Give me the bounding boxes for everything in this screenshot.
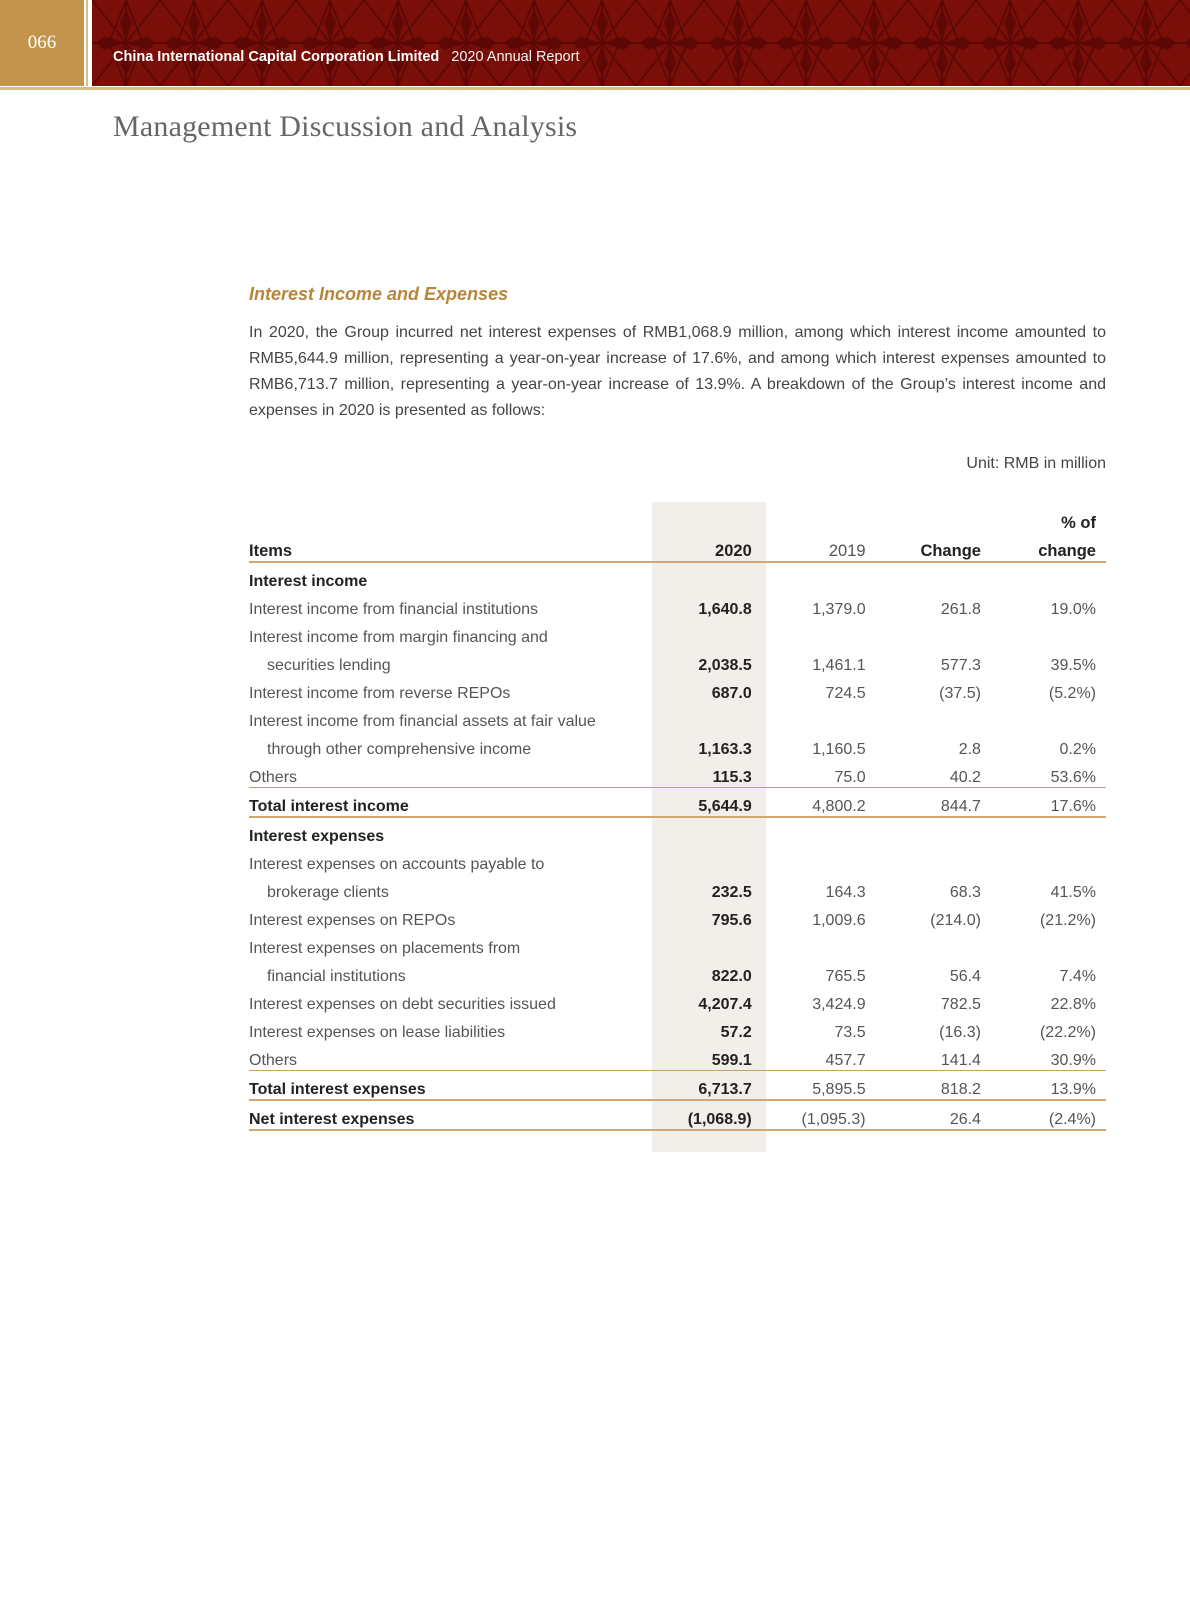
table-row-continued [249, 958, 1106, 986]
value-2020: 687.0 [711, 685, 752, 702]
section-row-expenses [249, 817, 1106, 846]
header-2019: 2019 [762, 533, 878, 562]
value-2020: 1,640.8 [698, 601, 752, 618]
header-pct-bottom: change [993, 533, 1106, 562]
total-label: Total interest expenses [249, 1071, 644, 1101]
table-row-continued [249, 731, 1106, 759]
value-2020: (1,068.9) [644, 1100, 761, 1130]
table-row [249, 846, 1106, 874]
value-change: 782.5 [940, 996, 981, 1013]
value-change: 141.4 [940, 1052, 981, 1069]
table-row [249, 1014, 1106, 1042]
section-label: Interest expenses [249, 828, 385, 845]
header-pct-top: % of [1061, 514, 1096, 532]
table-row [249, 986, 1106, 1014]
row-label: Interest income from financial institutions [249, 601, 539, 618]
row-label: Interest expenses on debt securities issued [249, 996, 556, 1013]
header-change: Change [878, 533, 993, 562]
table-row-continued [249, 647, 1106, 675]
page-title: Management Discussion and Analysis [113, 110, 578, 143]
table-row [249, 619, 1106, 647]
value-change: 56.4 [949, 968, 981, 985]
row-label-continued: financial institutions [267, 968, 406, 985]
value-2020: 822.0 [711, 968, 752, 985]
table-row-continued [249, 874, 1106, 902]
value-pct: 39.5% [1050, 657, 1096, 674]
value-2019: 1,461.1 [812, 657, 866, 674]
value-change: 26.4 [878, 1100, 993, 1130]
value-pct: (5.2%) [1048, 685, 1096, 702]
value-2020: 599.1 [711, 1052, 752, 1069]
row-label-continued: through other comprehensive income [267, 741, 532, 758]
row-label: Others [249, 1052, 298, 1069]
page-number-box [0, 0, 84, 86]
table-row [249, 675, 1106, 703]
asanoha-pattern-icon [92, 0, 1190, 86]
net-label: Net interest expenses [249, 1100, 644, 1130]
value-2020: 6,713.7 [644, 1071, 761, 1101]
table-header-row-top [249, 505, 1106, 533]
value-change: 2.8 [958, 741, 981, 758]
table-row [249, 591, 1106, 619]
value-2019: 765.5 [825, 968, 866, 985]
value-2019: (1,095.3) [762, 1100, 878, 1130]
value-change: (16.3) [939, 1024, 981, 1041]
unit-label: Unit: RMB in million [966, 455, 1106, 472]
value-change: (214.0) [930, 912, 981, 929]
value-2020: 795.6 [711, 912, 752, 929]
value-pct: 13.9% [993, 1071, 1106, 1101]
value-pct: 7.4% [1059, 968, 1096, 985]
total-label: Total interest income [249, 788, 644, 818]
value-pct: (22.2%) [1039, 1024, 1096, 1041]
value-change: 40.2 [949, 769, 981, 786]
page-header [0, 0, 1190, 92]
value-2019: 724.5 [825, 685, 866, 702]
header-title [113, 49, 579, 65]
row-label: Interest expenses on REPOs [249, 912, 456, 929]
value-pct: 30.9% [1050, 1052, 1096, 1069]
value-2020: 232.5 [711, 884, 752, 901]
table-header-row [249, 533, 1106, 562]
value-2019: 1,160.5 [812, 741, 866, 758]
value-change: 844.7 [878, 788, 993, 818]
value-pct: 17.6% [993, 788, 1106, 818]
value-pct: (2.4%) [993, 1100, 1106, 1130]
row-label: Interest income from reverse REPOs [249, 685, 511, 702]
row-label-continued: brokerage clients [267, 884, 389, 901]
value-2019: 1,379.0 [812, 601, 866, 618]
header-divider-gold [86, 0, 88, 86]
interest-table [249, 505, 1106, 1131]
value-2019: 73.5 [834, 1024, 866, 1041]
header-items: Items [249, 533, 644, 562]
row-label: Interest expenses on accounts payable to [249, 856, 545, 873]
value-change: 68.3 [949, 884, 981, 901]
value-2020: 115.3 [712, 769, 752, 786]
net-row [249, 1100, 1106, 1130]
value-2020: 4,207.4 [698, 996, 752, 1013]
total-row-expenses [249, 1071, 1106, 1101]
table-row [249, 703, 1106, 731]
value-pct: 0.2% [1059, 741, 1096, 758]
section-paragraph: In 2020, the Group incurred net interest expenses of RMB1,068.9 million, among which interest income amounted to RMB5,644.9 million, representing a year-on-year increase of 17.6%, and among which interest expenses amounted to RMB6,713.7 million, representing a year-on-year increase of 13.9%. A breakdown of the Group’s interest income and expenses in 2020 is presented as follows: [249, 324, 1106, 419]
header-banner [92, 0, 1190, 86]
table-row [249, 1042, 1106, 1071]
value-pct: 22.8% [1050, 996, 1096, 1013]
value-2020: 2,038.5 [698, 657, 752, 674]
value-2019: 75.0 [834, 769, 866, 786]
row-label: Interest expenses on lease liabilities [249, 1024, 506, 1041]
value-2019: 457.7 [825, 1052, 866, 1069]
total-row-income [249, 788, 1106, 818]
row-label: Interest income from margin financing and [249, 629, 548, 646]
row-label: Interest expenses on placements from [249, 940, 521, 957]
value-2020: 57.2 [720, 1024, 752, 1041]
value-pct: (21.2%) [1039, 912, 1096, 929]
value-pct: 19.0% [1050, 601, 1096, 618]
table-row [249, 902, 1106, 930]
page-number: 066 [27, 32, 57, 53]
table-row [249, 759, 1106, 788]
row-label: Others [249, 769, 298, 786]
value-2019: 164.3 [825, 884, 866, 901]
value-2020: 5,644.9 [644, 788, 761, 818]
value-2019: 1,009.6 [812, 912, 866, 929]
value-change: (37.5) [939, 685, 981, 702]
value-change: 261.8 [940, 601, 981, 618]
row-label-continued: securities lending [267, 657, 391, 674]
section-label: Interest income [249, 573, 368, 590]
value-change: 577.3 [940, 657, 981, 674]
table-row [249, 930, 1106, 958]
header-rule-gold [0, 87, 1190, 90]
value-change: 818.2 [878, 1071, 993, 1101]
header-2020: 2020 [644, 533, 761, 562]
report-name: 2020 Annual Report [451, 49, 580, 65]
row-label: Interest income from financial assets at fair value [249, 713, 596, 730]
company-name: China International Capital Corporation Limited [113, 49, 440, 65]
section-row-income [249, 562, 1106, 591]
value-pct: 41.5% [1050, 884, 1096, 901]
value-2020: 1,163.3 [698, 741, 752, 758]
value-pct: 53.6% [1050, 769, 1096, 786]
value-2019: 4,800.2 [762, 788, 878, 818]
value-2019: 3,424.9 [812, 996, 866, 1013]
value-2019: 5,895.5 [762, 1071, 878, 1101]
section-heading: Interest Income and Expenses [249, 284, 509, 304]
